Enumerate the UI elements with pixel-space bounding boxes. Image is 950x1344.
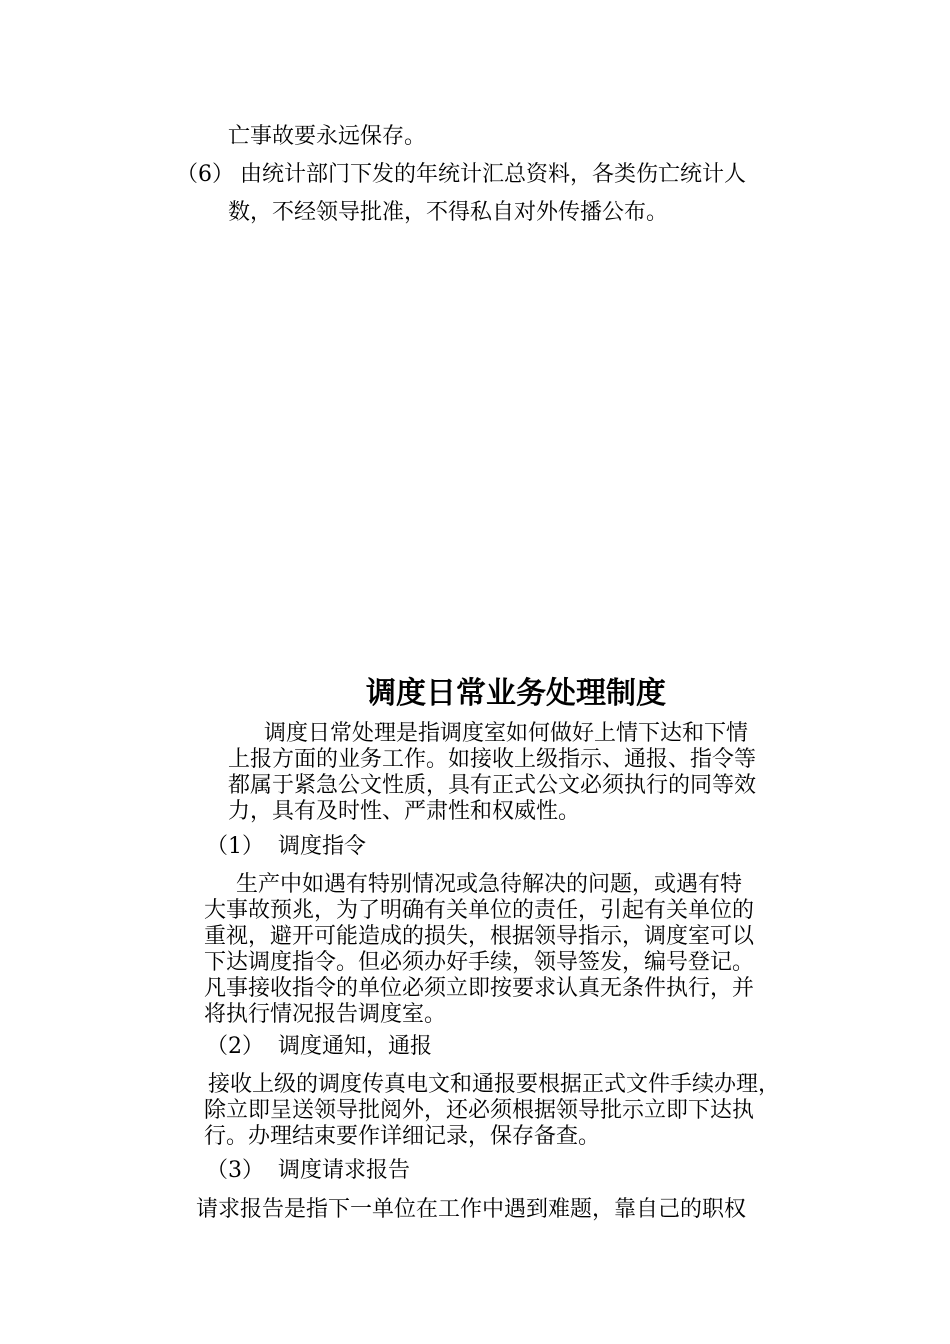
paragraph-line: 上报方面的业务工作。如接收上级指示、通报、指令等	[228, 747, 757, 772]
list-item-6	[176, 162, 746, 188]
item-3-paragraph	[196, 1197, 746, 1223]
section-title: 调度日常业务处理制度	[366, 676, 666, 711]
list-item-line: 数，不经领导批准，不得私自对外传播公布。	[228, 200, 669, 225]
paragraph-line: 行。办理结束要作详细记录，保存备查。	[204, 1124, 601, 1149]
paragraph-line: 都属于紧急公文性质，具有正式公文必须执行的同等效	[228, 773, 757, 798]
paragraph-line: 下达调度指令。但必须办好手续，领导签发，编号登记。	[204, 950, 755, 975]
list-item-number: （6）	[176, 162, 234, 187]
paragraph-line: 接收上级的调度传真电文和通报要根据正式文件手续办理，	[208, 1072, 781, 1097]
list-heading-label: 调度请求报告	[278, 1158, 411, 1183]
paragraph-line: 除立即呈送领导批阅外，还必须根据领导批示立即下达执	[204, 1098, 755, 1123]
list-heading-3	[206, 1158, 410, 1184]
list-heading-1	[206, 834, 366, 860]
list-heading-number: （2）	[206, 1034, 264, 1059]
paragraph-line: 调度日常处理是指调度室如何做好上情下达和下情	[264, 721, 749, 746]
list-heading-2	[206, 1034, 432, 1060]
list-item-line	[176, 162, 746, 188]
paragraph-line: 亡事故要永远保存。	[228, 124, 427, 149]
paragraph-line: 力，具有及时性、严肃性和权威性。	[228, 799, 581, 824]
list-heading-number: （3）	[206, 1158, 264, 1183]
paragraph-line: 大事故预兆，为了明确有关单位的责任，引起有关单位的	[204, 898, 755, 923]
list-heading-line	[206, 1158, 410, 1184]
item-2-paragraph	[204, 1072, 780, 1150]
continued-paragraph	[228, 124, 426, 150]
list-heading-number: （1）	[206, 834, 264, 859]
list-heading-line	[206, 1034, 432, 1060]
paragraph-line: 凡事接收指令的单位必须立即按要求认真无条件执行，并	[204, 976, 755, 1001]
list-heading-line	[206, 834, 366, 860]
paragraph-line: 重视，避开可能造成的损失，根据领导指示，调度室可以	[204, 924, 755, 949]
list-heading-label: 调度通知，通报	[278, 1034, 433, 1059]
intro-paragraph	[228, 721, 756, 825]
list-item-6-continuation	[228, 200, 668, 226]
paragraph-line: 将执行情况报告调度室。	[204, 1002, 447, 1027]
list-item-text: 由统计部门下发的年统计汇总资料，各类伤亡统计人	[240, 162, 747, 187]
list-heading-label: 调度指令	[278, 834, 367, 859]
item-1-paragraph	[204, 872, 754, 1028]
paragraph-line: 生产中如遇有特别情况或急待解决的问题，或遇有特	[236, 872, 743, 897]
paragraph-line: 请求报告是指下一单位在工作中遇到难题，靠自己的职权	[196, 1197, 747, 1222]
